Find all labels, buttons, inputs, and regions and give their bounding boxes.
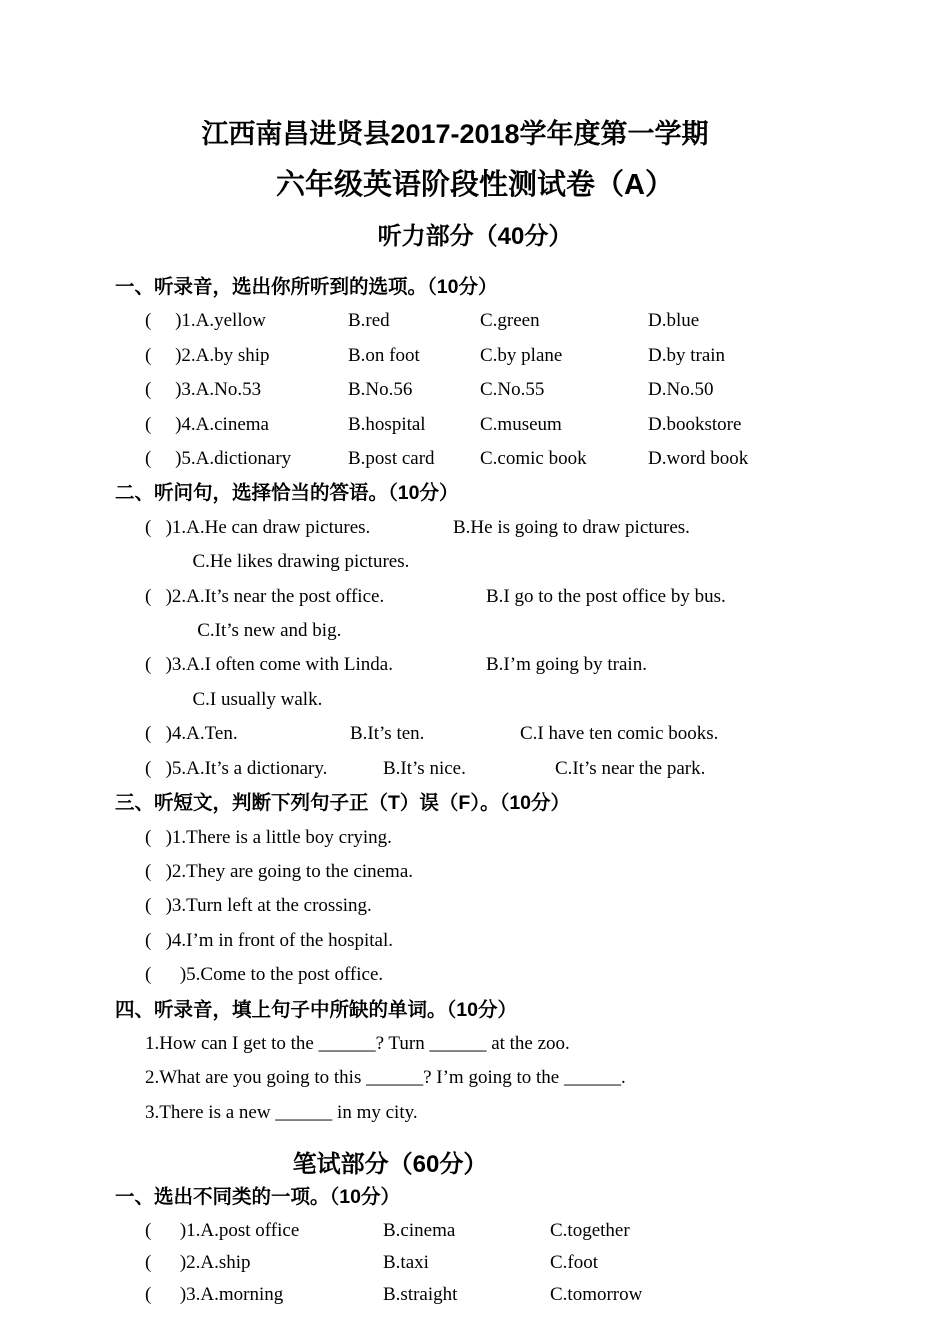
statement-line: ( )4.I’m in front of the hospital. — [145, 929, 394, 951]
option-cell: B.I go to the post office by bus. — [486, 585, 726, 607]
question-row — [0, 924, 950, 958]
option-cell: C.comic book — [480, 448, 587, 470]
question-row — [0, 855, 950, 889]
listening-section-4-items — [0, 1027, 950, 1130]
question-row — [0, 545, 950, 579]
option-cell: B.straight — [383, 1283, 458, 1305]
question-row — [0, 821, 950, 855]
option-cell: C.by plane — [480, 344, 563, 366]
option-cell: C.I have ten comic books. — [520, 723, 719, 745]
listening-part-header: 听力部分（40分） — [377, 223, 573, 250]
option-cell: C.No.55 — [480, 379, 545, 401]
listening-section-3-items — [0, 821, 950, 993]
question-row — [0, 1247, 950, 1279]
question-row — [0, 442, 950, 476]
listening-section-2-items — [0, 511, 950, 786]
question-row — [0, 511, 950, 545]
option-cell: C.tomorrow — [550, 1283, 643, 1305]
option-cell: ( )3.A.I often come with Linda. — [145, 654, 393, 676]
written-section-1-items — [0, 1215, 950, 1311]
written-section-1-heading: 一、选出不同类的一项。（10分） — [115, 1186, 400, 1209]
option-cell: B.on foot — [348, 344, 420, 366]
option-cell: C.museum — [480, 413, 562, 435]
option-cell: ( )5.A.It’s a dictionary. — [145, 757, 328, 779]
option-cell: ( )4.A.Ten. — [145, 723, 238, 745]
question-row — [0, 1061, 950, 1095]
option-cell: C.It’s near the park. — [555, 757, 706, 779]
question-row — [0, 1027, 950, 1061]
option-cell: B.It’s nice. — [383, 757, 466, 779]
question-row — [0, 614, 950, 648]
option-cell: C.foot — [550, 1251, 599, 1273]
option-cell: B.No.56 — [348, 379, 413, 401]
option-cell: ( )4.A.cinema — [145, 413, 269, 435]
question-row — [0, 373, 950, 407]
question-row — [0, 752, 950, 786]
option-cell: ( )1.A.yellow — [145, 310, 266, 332]
option-cell: D.word book — [648, 448, 749, 470]
option-cell: C.together — [550, 1219, 630, 1241]
option-cell: B.post card — [348, 448, 435, 470]
option-cell: C.It’s new and big. — [145, 620, 342, 642]
fill-blank-line: 3.There is a new ______ in my city. — [145, 1101, 418, 1123]
statement-line: ( )5.Come to the post office. — [145, 964, 384, 986]
option-cell: B.hospital — [348, 413, 426, 435]
option-cell: ( )2.A.It’s near the post office. — [145, 585, 385, 607]
question-row — [0, 1096, 950, 1130]
fill-blank-line: 1.How can I get to the ______? Turn ______ at the zoo. — [145, 1032, 570, 1054]
paper-title-line-2: 六年级英语阶段性测试卷（A） — [276, 169, 674, 201]
option-cell: C.green — [480, 310, 540, 332]
question-row — [0, 1279, 950, 1311]
option-cell: B.cinema — [383, 1219, 456, 1241]
question-row — [0, 1215, 950, 1247]
listening-section-3-heading: 三、听短文，判断下列句子正（T）误（F）。（10分） — [115, 792, 571, 815]
statement-line: ( )2.They are going to the cinema. — [145, 860, 414, 882]
question-row — [0, 339, 950, 373]
option-cell: D.No.50 — [648, 379, 714, 401]
listening-section-1-heading: 一、听录音，选出你所听到的选项。（10分） — [115, 276, 498, 298]
option-cell: ( )2.A.ship — [145, 1251, 251, 1273]
question-row — [0, 304, 950, 338]
option-cell: ( )1.A.post office — [145, 1219, 300, 1241]
listening-section-4-heading: 四、听录音，填上句子中所缺的单词。（10分） — [115, 998, 517, 1021]
fill-blank-line: 2.What are you going to this ______? I’m going to the ______. — [145, 1067, 626, 1089]
option-cell: D.blue — [648, 310, 700, 332]
question-row — [0, 648, 950, 682]
option-cell: B.He is going to draw pictures. — [453, 516, 690, 538]
option-cell: ( )3.A.No.53 — [145, 379, 262, 401]
question-row — [0, 889, 950, 923]
option-cell: B.red — [348, 310, 390, 332]
option-cell: B.It’s ten. — [350, 723, 425, 745]
question-row — [0, 683, 950, 717]
listening-section-2-heading: 二、听问句，选择恰当的答语。（10分） — [115, 482, 459, 505]
option-cell: D.bookstore — [648, 413, 742, 435]
option-cell: D.by train — [648, 344, 726, 366]
option-cell: C.He likes drawing pictures. — [145, 551, 410, 573]
paper-title-line-1: 江西南昌进贤县2017-2018学年度第一学期 — [201, 119, 709, 149]
option-cell: ( )5.A.dictionary — [145, 448, 292, 470]
question-row — [0, 580, 950, 614]
listening-section-1-items — [0, 304, 950, 476]
option-cell: ( )3.A.morning — [145, 1283, 284, 1305]
option-cell: B.taxi — [383, 1251, 429, 1273]
written-part-header: 笔试部分（60分） — [292, 1151, 488, 1179]
question-row — [0, 408, 950, 442]
statement-line: ( )3.Turn left at the crossing. — [145, 895, 372, 917]
statement-line: ( )1.There is a little boy crying. — [145, 826, 392, 848]
option-cell: C.I usually walk. — [145, 688, 323, 710]
option-cell: ( )1.A.He can draw pictures. — [145, 516, 371, 538]
option-cell: ( )2.A.by ship — [145, 344, 270, 366]
question-row — [0, 958, 950, 992]
option-cell: B.I’m going by train. — [486, 654, 647, 676]
question-row — [0, 717, 950, 751]
